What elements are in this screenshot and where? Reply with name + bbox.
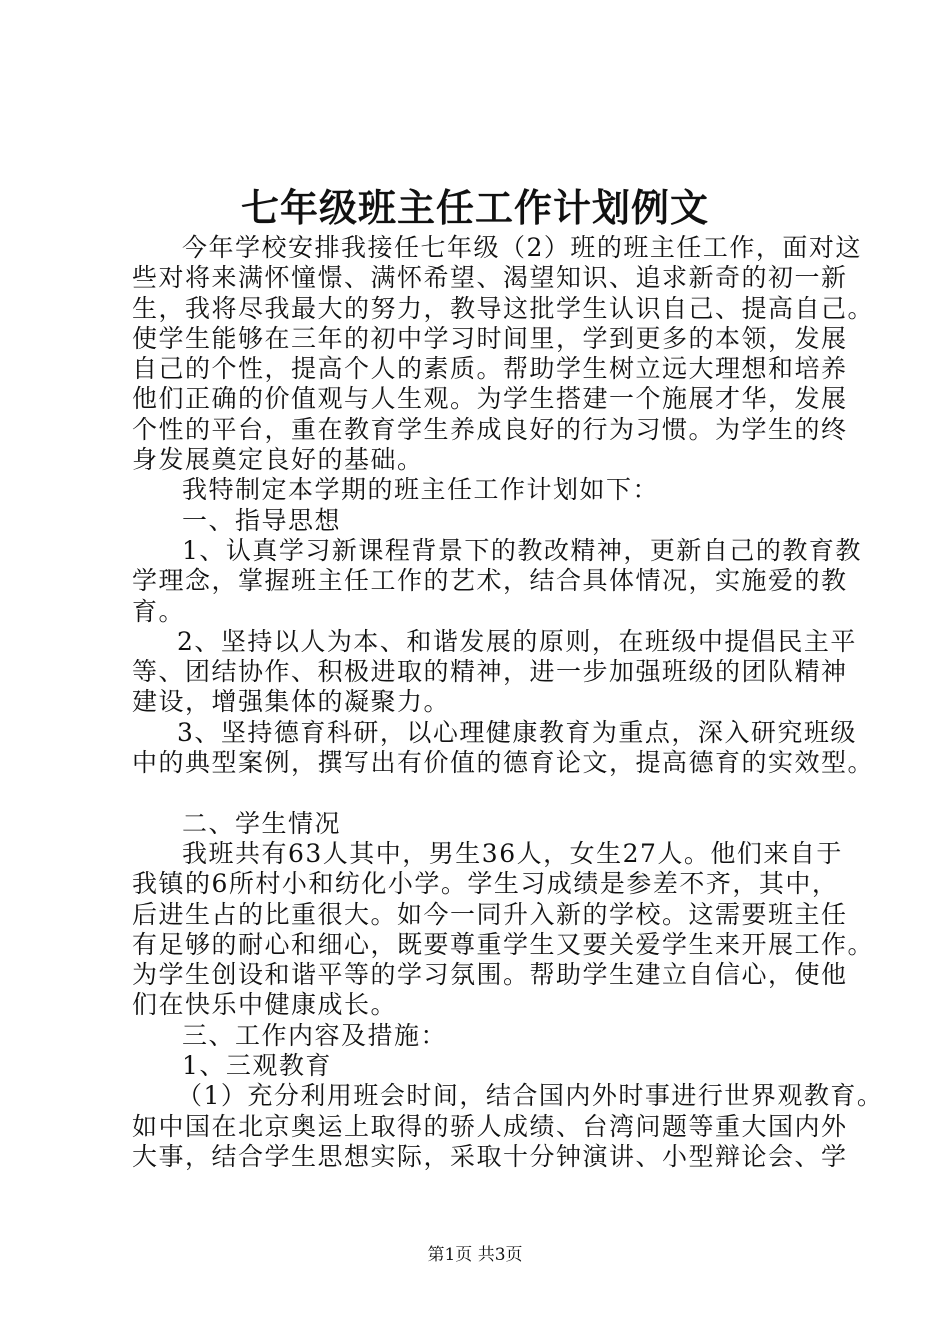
paragraph-line: 1、认真学习新课程背景下的教改精神，更新自己的教育教 — [182, 535, 862, 565]
page-number-footer: 第1页 共3页 — [427, 1245, 523, 1265]
paragraph-line: 些对将来满怀憧憬、满怀希望、渴望知识、追求新奇的初一新 — [132, 263, 848, 293]
document-title: 七年级班主任工作计划例文 — [240, 185, 709, 230]
paragraph-line: 个性的平台，重在教育学生养成良好的行为习惯。为学生的终 — [132, 414, 848, 444]
paragraph-line: 有足够的耐心和细心，既要尊重学生又要关爱学生来开展工作。 — [132, 929, 875, 959]
subsection-heading: 1、三观教育 — [182, 1051, 332, 1081]
paragraph-line: 为学生创设和谐平等的学习氛围。帮助学生建立自信心，使他 — [132, 960, 848, 990]
paragraph-line: 自己的个性，提高个人的素质。帮助学生树立远大理想和培养 — [132, 354, 848, 384]
paragraph-line: 中的典型案例，撰写出有价值的德育论文，提高德育的实效型。 — [132, 748, 875, 778]
paragraph-line: 建设，增强集体的凝聚力。 — [132, 687, 451, 717]
paragraph-line: 我特制定本学期的班主任工作计划如下： — [182, 475, 660, 505]
paragraph-line: 身发展奠定良好的基础。 — [132, 445, 424, 475]
section-heading: 三、工作内容及措施： — [182, 1020, 448, 1050]
section-heading: 一、指导思想 — [182, 505, 342, 535]
paragraph-line: 如中国在北京奥运上取得的骄人成绩、台湾问题等重大国内外 — [132, 1111, 848, 1141]
paragraph-line: 他们正确的价值观与人生观。为学生搭建一个施展才华，发展 — [132, 384, 848, 414]
section-heading: 二、学生情况 — [182, 808, 342, 838]
paragraph-line: 学理念，掌握班主任工作的艺术，结合具体情况，实施爱的教 — [132, 566, 848, 596]
document-body — [132, 233, 884, 1172]
paragraph-line: 今年学校安排我接任七年级（2）班的班主任工作，面对这 — [182, 233, 862, 262]
paragraph-line: 育。 — [132, 596, 186, 626]
blank-line — [132, 778, 852, 808]
paragraph-line: 生，我将尽我最大的努力，教导这批学生认识自己、提高自己。 — [132, 293, 875, 323]
paragraph-line: （1）充分利用班会时间，结合国内外时事进行世界观教育。 — [177, 1081, 884, 1111]
paragraph-line: 后进生占的比重很大。如今一同升入新的学校。这需要班主任 — [132, 899, 848, 929]
paragraph-line: 我班共有63人其中，男生36人，女生27人。他们来自于 — [182, 838, 843, 868]
paragraph-line: 使学生能够在三年的初中学习时间里，学到更多的本领，发展 — [132, 323, 848, 353]
paragraph-line: 大事，结合学生思想实际，采取十分钟演讲、小型辩论会、学 — [132, 1141, 848, 1171]
paragraph-line: 3、坚持德育科研，以心理健康教育为重点，深入研究班级 — [177, 717, 857, 747]
paragraph-line: 等、团结协作、积极进取的精神，进一步加强班级的团队精神 — [132, 657, 848, 687]
paragraph-line: 2、坚持以人为本、和谐发展的原则，在班级中提倡民主平 — [177, 626, 857, 656]
paragraph-line: 我镇的6所村小和纺化小学。学生习成绩是参差不齐，其中， — [132, 869, 839, 899]
paragraph-line: 们在快乐中健康成长。 — [132, 990, 398, 1020]
